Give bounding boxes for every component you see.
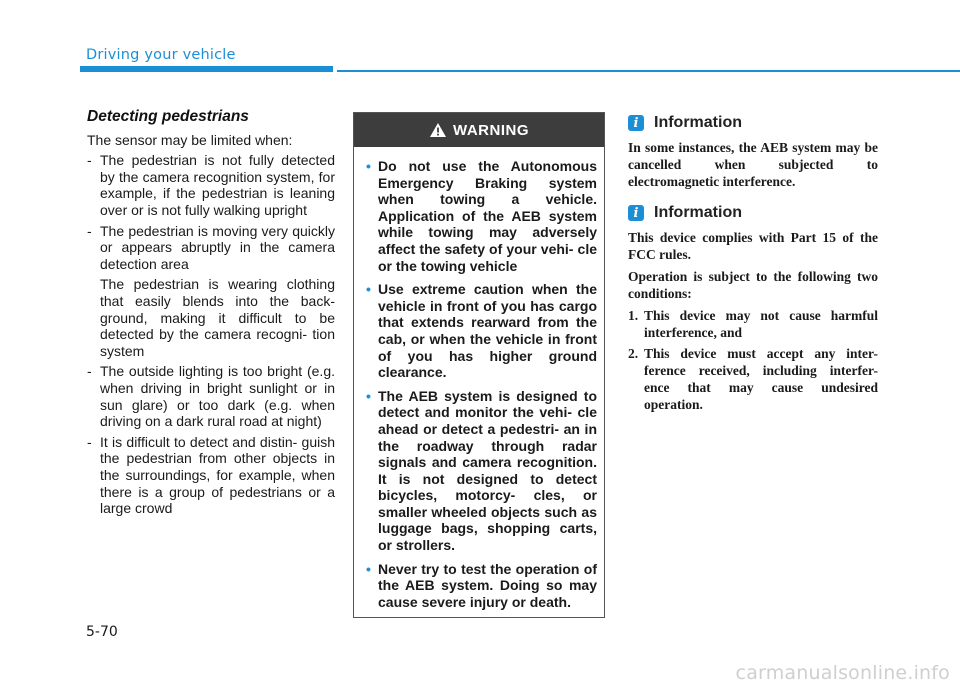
information-title: Information [654,204,742,221]
list-item: 1. This device may not cause harmful interference, and [628,308,878,340]
section-title: Driving your vehicle [86,47,236,63]
watermark: carmanualsonline.info [735,662,950,684]
warning-item: • The AEB system is designed to detect and monitor the vehi- cle ahead or detect a pedestri- an in the roadway through radar signals and camera recognition. It is not designed to detect bicycles, motorcy- cles, or smaller wheeled objects such as luggage bags, shopping carts, or strollers. [366,387,597,554]
bullet-icon: • [366,387,371,404]
warning-label: WARNING [453,121,529,139]
left-column [87,108,335,521]
bullet-icon: • [366,560,371,577]
lead-text: The sensor may be limited when: [87,132,293,148]
right-column [628,114,878,417]
info-icon: i [628,115,644,131]
bullet-icon: • [366,281,371,298]
page-number: 5-70 [86,624,118,640]
header-rule-thin [337,70,960,72]
warning-triangle-icon [429,122,447,138]
information-text: This device complies with Part 15 of the FCC rules. [628,230,878,262]
information-heading [628,114,878,132]
limitations-list [87,152,335,516]
list-item-continuation: The pedestrian is wearing clothing that easily blends into the back- ground, making it difficult to be detected by the camera recogni- tion system [100,276,335,359]
warning-header [354,113,604,147]
warning-item: • Use extreme caution when the vehicle in front of you has cargo that extends rearward from the cab, or when the vehicle in front of you has higher ground clearance. [366,281,597,381]
list-item: 2. This device must accept any inter- ference received, including interfer- ence that may cause undesired operation. [628,346,878,412]
warning-box [353,112,605,618]
list-item: - It is difficult to detect and distin- guish the pedestrian from other objects in the surroundings, for example, when there is a group of pedestrians or a large crowd [87,433,335,517]
warning-list [354,147,604,610]
header-rule-thick [80,66,333,72]
list-item: - The pedestrian is not fully detected by the camera recognition system, for example, if the pedestrian is leaning over or is not fully walking upright [87,152,335,219]
subheading: Detecting pedestrians [87,108,249,125]
info-icon: i [628,205,644,221]
information-text: Operation is subject to the following two conditions: [628,269,878,301]
conditions-list [628,307,878,413]
information-title: Information [654,114,742,131]
warning-item: • Do not use the Autonomous Emergency Braking system when towing a vehicle. Application of the AEB system while towing may adversely affect the safety of your vehi- cle or the towing vehicle [366,158,597,274]
bullet-icon: • [366,158,371,174]
information-heading [628,204,878,222]
warning-item: • Never try to test the operation of the AEB system. Doing so may cause severe injury or death. [366,560,597,610]
list-item: - The pedestrian is moving very quickly or appears abruptly in the camera detection area The pedestrian is wearing clothing that easily blends into the back- ground, making it difficult to be detected by the camera recogni- tion system [87,222,335,359]
list-item: - The outside lighting is too bright (e.g. when driving in bright sunlight or in sun glare) or too dark (e.g. when driving on a dark rural road at night) [87,363,335,430]
information-text: In some instances, the AEB system may be cancelled when subjected to electromagnetic interference. [628,140,878,189]
